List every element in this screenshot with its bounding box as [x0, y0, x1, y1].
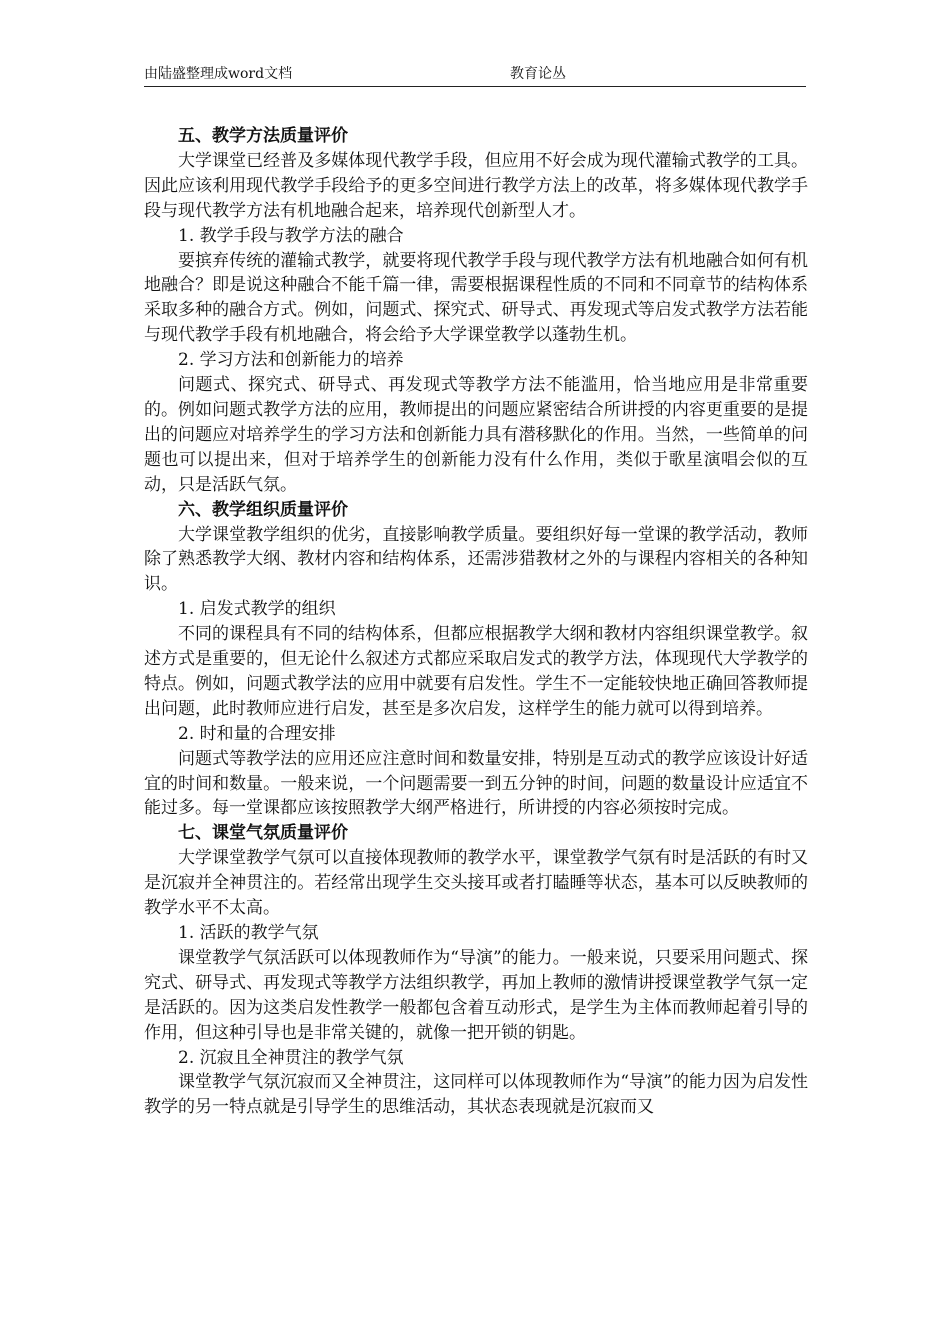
- paragraph: 课堂教学气氛沉寂而又全神贯注，这同样可以体现教师作为“导演”的能力因为启发性教学的另一特点就是引导学生的思维活动，其状态表现就是沉寂而又: [144, 1072, 808, 1118]
- page-header: [144, 62, 806, 87]
- section-title: 五、教学方法质量评价: [178, 126, 348, 146]
- subsection-heading: 2. 时和量的合理安排: [178, 723, 336, 744]
- subsection-heading: 1. 启发式教学的组织: [178, 599, 336, 620]
- paragraph: 课堂教学气氛活跃可以体现教师作为“导演”的能力。一般来说，只要采用问题式、探究式、研导式、再发现式等教学方法组织教学，再加上教师的激情讲授课堂教学气氛一定是活跃的。因为这类启发性教学一般都包含着互动形式，是学生为主体而教师起着引导的作用，但这种引导也是非常关键的，就像一把开锁的钥匙。: [144, 947, 808, 1043]
- paragraph: 问题式等教学法的应用还应注意时间和数量安排，特别是互动式的教学应该设计好适宜的时间和数量。一般来说，一个问题需要一到五分钟的时间，问题的数量设计应适宜不能过多。每一堂课都应该按照教学大纲严格进行，所讲授的内容必须按时完成。: [144, 748, 808, 819]
- section-intro: 大学课堂已经普及多媒体现代教学手段，但应用不好会成为现代灌输式教学的工具。因此应该利用现代教学手段给予的更多空间进行教学方法上的改革，将多媒体现代教学手段与现代教学方法有机地融合起来，培养现代创新型人才。: [144, 150, 808, 221]
- subsection-heading: 1. 活跃的教学气氛: [178, 923, 319, 943]
- paragraph: 问题式、探究式、研导式、再发现式等教学方法不能滥用，恰当地应用是非常重要的。例如问题式教学方法的应用，教师提出的问题应紧密结合所讲授的内容更重要的是提出的问题应对培养学生的学习方法和创新能力具有潜移默化的作用。当然，一些简单的问题也可以提出来，但对于培养学生的创新能力没有什么作用，类似于歌星演唱会似的互动，只是活跃气氛。: [144, 375, 808, 495]
- header-source-note: 由陆盛整理成word文档: [144, 66, 293, 82]
- document-body: [144, 124, 808, 1120]
- header-journal-name: 教育论丛: [510, 66, 566, 82]
- section-intro: 大学课堂教学组织的优劣，直接影响教学质量。要组织好每一堂课的教学活动，教师除了熟悉教学大纲、教材内容和结构体系，还需涉猎教材之外的与课程内容相关的各种知识。: [144, 524, 808, 595]
- section-title: 六、教学组织质量评价: [178, 499, 348, 520]
- section-title: 七、课堂气氛质量评价: [178, 823, 348, 844]
- subsection-heading: 2. 沉寂且全神贯注的教学气氛: [178, 1047, 404, 1068]
- subsection-heading: 2. 学习方法和创新能力的培养: [178, 350, 404, 371]
- paragraph: 不同的课程具有不同的结构体系，但都应根据教学大纲和教材内容组织课堂教学。叙述方式是重要的，但无论什么叙述方式都应采取启发式的教学方法，体现现代大学教学的特点。例如，问题式教学法的应用中就要有启发性。学生不一定能较快地正确回答教师提出问题，此时教师应进行启发，甚至是多次启发，这样学生的能力就可以得到培养。: [144, 624, 808, 719]
- paragraph: 要摈弃传统的灌输式教学，就要将现代教学手段与现代教学方法有机地融合如何有机地融合？即是说这种融合不能千篇一律，需要根据课程性质的不同和不同章节的结构体系采取多种的融合方式。例如，问题式、探究式、研导式、再发现式等启发式教学方法若能与现代教学手段有机地融合，将会给予大学课堂教学以蓬勃生机。: [144, 250, 808, 346]
- subsection-heading: 1. 教学手段与教学方法的融合: [178, 225, 404, 246]
- section-intro: 大学课堂教学气氛可以直接体现教师的教学水平，课堂教学气氛有时是活跃的有时又是沉寂并全神贯注的。若经常出现学生交头接耳或者打瞌睡等状态，基本可以反映教师的教学水平不太高。: [144, 848, 808, 919]
